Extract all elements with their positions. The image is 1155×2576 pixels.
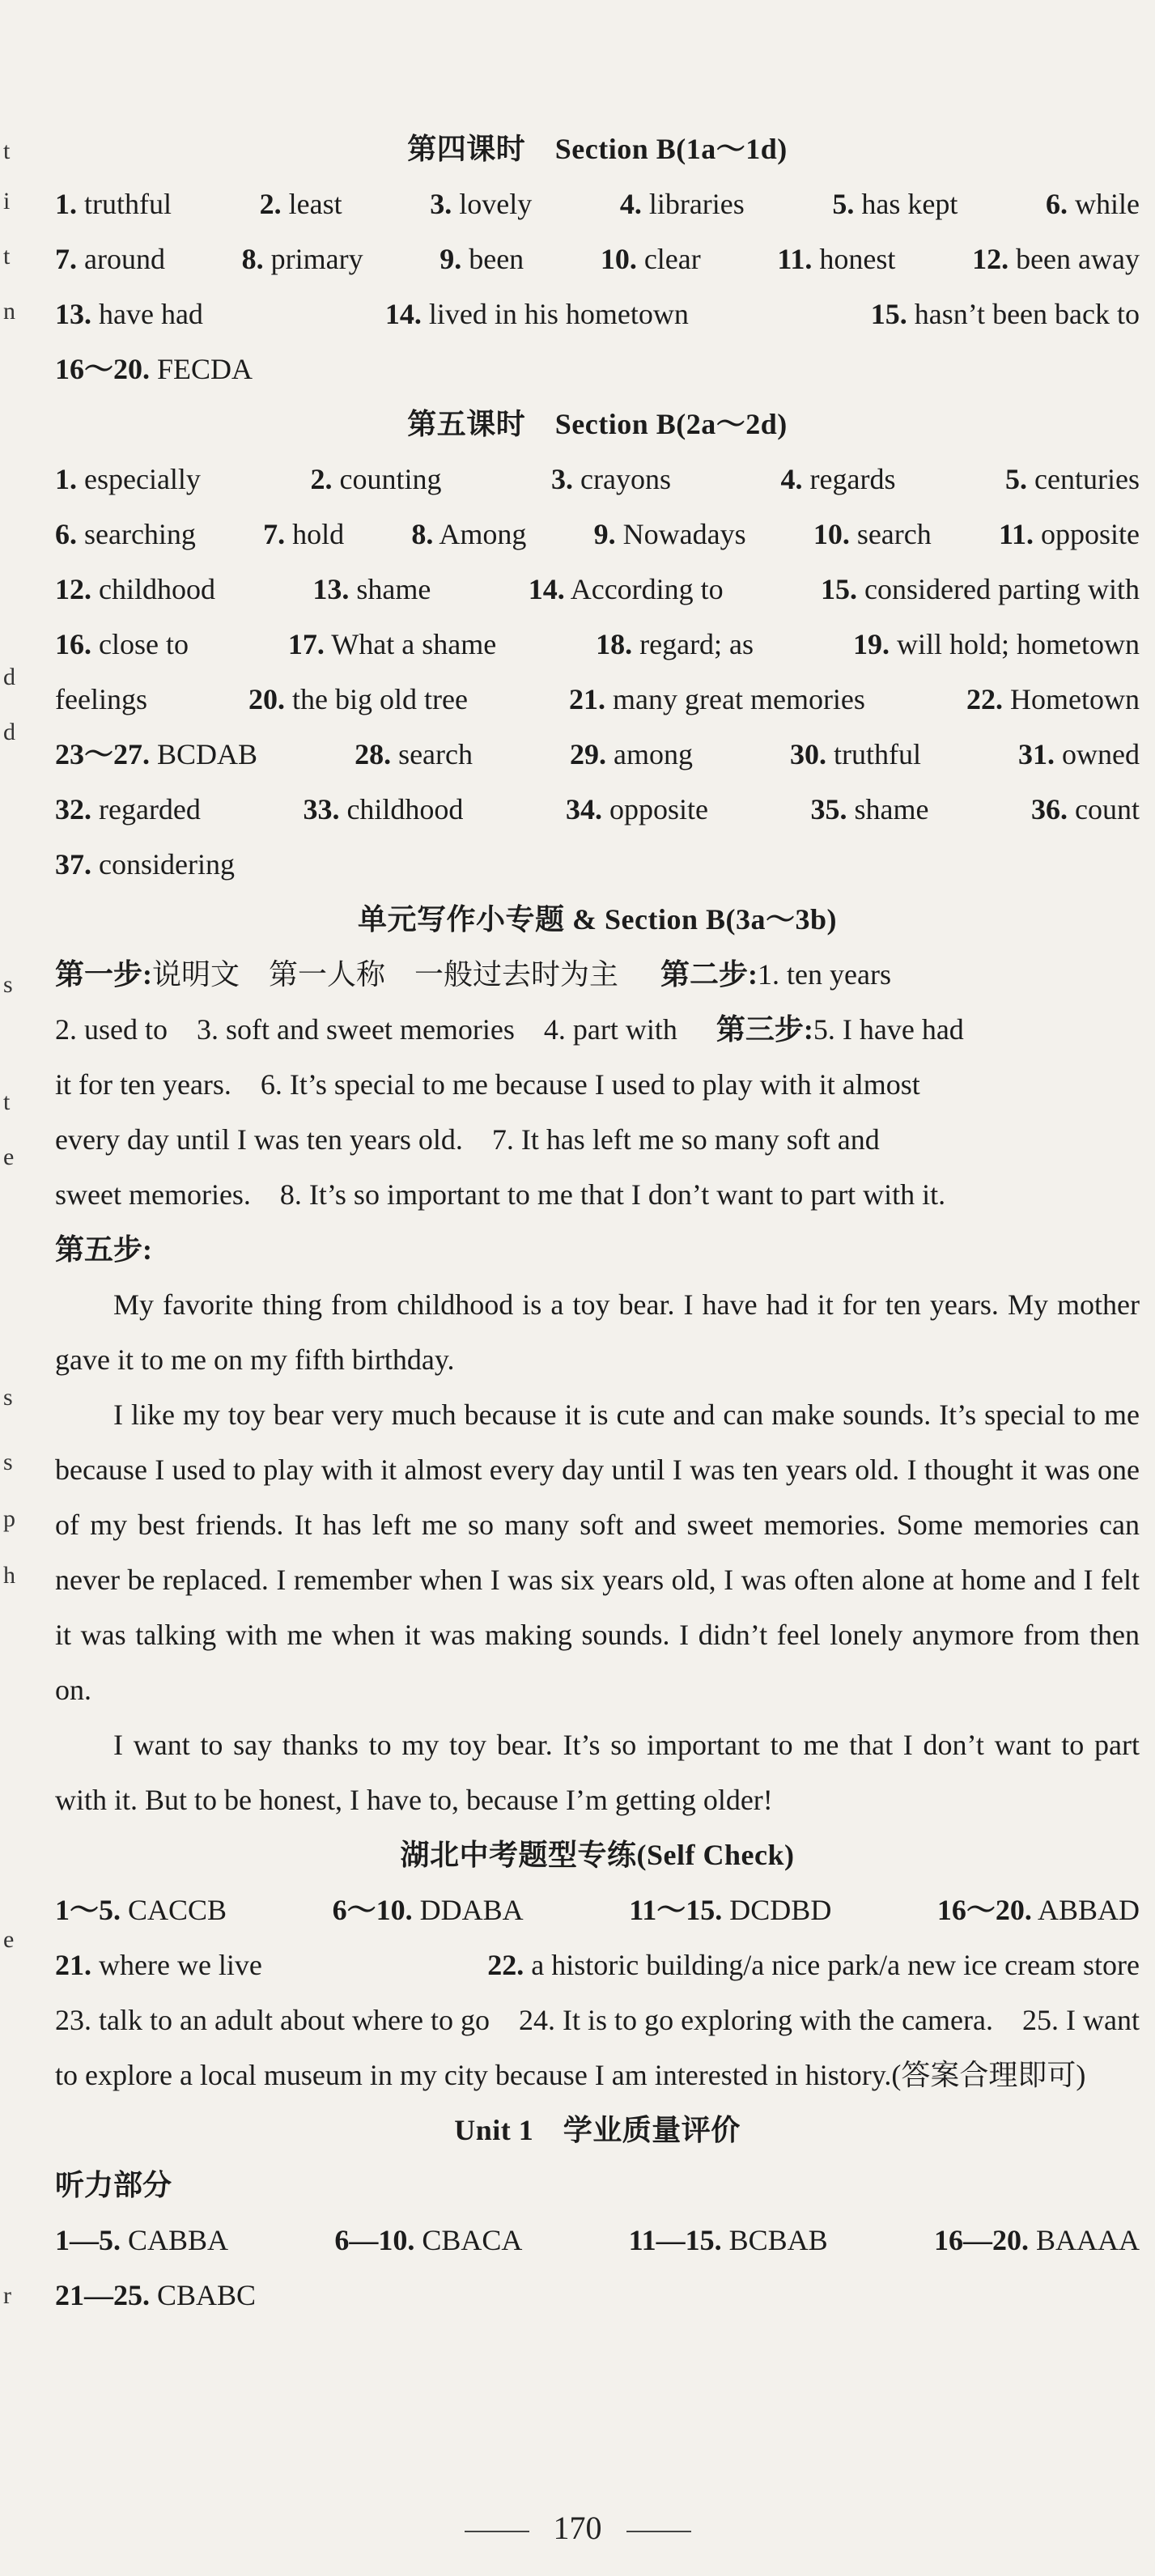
answer-item xyxy=(55,672,147,727)
step-label: 第一步: xyxy=(55,958,152,991)
page-dash xyxy=(465,2531,529,2532)
answer-number: 11～15. xyxy=(629,1894,723,1926)
section-title: Unit 1 学业质量评价 xyxy=(454,2114,741,2146)
margin-letter: d xyxy=(3,664,15,690)
answer-item xyxy=(966,672,1140,727)
answer-text: What a shame xyxy=(331,628,497,660)
answer-number: 11. xyxy=(998,518,1034,550)
answer-item xyxy=(999,507,1140,562)
answer-text: lovely xyxy=(459,188,533,220)
answer-text: crayons xyxy=(580,463,671,495)
answer-item xyxy=(55,231,165,286)
answer-number: 15. xyxy=(870,298,907,330)
answer-text: clear xyxy=(643,243,701,275)
margin-letter: p xyxy=(3,1505,15,1532)
writing-step-line xyxy=(55,947,1140,1002)
page-dash xyxy=(626,2531,691,2532)
answer-item xyxy=(813,507,932,562)
answer-line xyxy=(55,782,1140,837)
answer-item xyxy=(260,176,342,231)
answer-number: 14. xyxy=(528,573,565,605)
answer-line xyxy=(55,837,1140,892)
margin-letter: t xyxy=(3,243,11,269)
answer-text: search xyxy=(398,738,473,770)
answer-text: have had xyxy=(99,298,203,330)
answer-number: 1. xyxy=(55,463,77,495)
answer-number: 9. xyxy=(439,243,462,275)
margin-letter: i xyxy=(3,188,11,214)
answer-number: 29. xyxy=(570,738,607,770)
answer-text: truthful xyxy=(84,188,172,220)
answer-item xyxy=(55,2213,228,2268)
answer-text: regards xyxy=(809,463,896,495)
margin-letter: d xyxy=(3,719,15,745)
answer-item xyxy=(620,176,745,231)
answer-line xyxy=(55,562,1140,617)
answer-number: 17. xyxy=(287,628,325,660)
answer-text: truthful xyxy=(834,738,921,770)
answer-text: search xyxy=(856,518,932,550)
answer-number: 37. xyxy=(55,848,91,881)
answer-text: where we live xyxy=(99,1949,262,1981)
answer-number: 11. xyxy=(777,243,813,275)
answer-text: DDABA xyxy=(419,1894,524,1926)
answer-text: count xyxy=(1075,793,1140,825)
answer-text: considered parting with xyxy=(864,573,1140,605)
subsection-title: 听力部分 xyxy=(55,2169,172,2201)
answer-text: According to xyxy=(570,573,724,605)
margin-letter: r xyxy=(3,2282,11,2309)
answer-text: DCDBD xyxy=(729,1894,832,1926)
answer-item xyxy=(310,452,441,507)
page-number-text: 170 xyxy=(553,2510,602,2546)
writing-line: it for ten years. 6. It’s special to me because I used to play with it almost xyxy=(55,1068,920,1101)
answer-item xyxy=(1005,452,1140,507)
answer-line xyxy=(55,2213,1140,2268)
answer-item xyxy=(529,562,724,617)
essay-paragraph: I like my toy bear very much because it is cute and can make sounds. It’s special to me because I used to play with it almost every day until I was ten years old. I thought it was one of my best friends. It has left me so many soft and sweet memories. Some memories can never be replaced. I remember when I was six years old, I was often alone at home and I felt it was talking with me when it was making sounds. I didn’t feel lonely anymore from then on. xyxy=(55,1398,1140,1706)
answer-number: 21. xyxy=(569,683,606,715)
writing-line xyxy=(55,1002,1140,1057)
answer-text: searching xyxy=(84,518,196,550)
margin-letter: s xyxy=(3,971,13,998)
answer-text: hold xyxy=(292,518,345,550)
answer-item xyxy=(594,507,746,562)
answer-text: been away xyxy=(1016,243,1140,275)
answer-item xyxy=(570,727,693,782)
answer-item xyxy=(569,672,865,727)
answer-number: 1. xyxy=(55,188,77,220)
line-text: 2. used to 3. soft and sweet memories 4. part with xyxy=(55,1013,677,1046)
essay-paragraph: I want to say thanks to my toy bear. It’s so important to me that I don’t want to part with it. But to be honest, I have to, because I’m getting older! xyxy=(55,1729,1140,1816)
section-title: 第四课时 Section B(1a～1d) xyxy=(407,133,788,165)
margin-letter: h xyxy=(3,1562,15,1589)
answer-item xyxy=(55,848,235,881)
answer-number: 21. xyxy=(55,1949,91,1981)
answer-item xyxy=(411,507,526,562)
answer-text: shame xyxy=(356,573,431,605)
answer-text: ABBAD xyxy=(1037,1894,1140,1926)
answer-item xyxy=(303,782,463,837)
answer-number: 5. xyxy=(832,188,855,220)
answer-text: Nowadays xyxy=(622,518,746,550)
margin-letter: t xyxy=(3,138,11,164)
answer-number: 22. xyxy=(966,683,1003,715)
answer-text: opposite xyxy=(1040,518,1140,550)
answer-number: 31. xyxy=(1018,738,1055,770)
answer-number: 18. xyxy=(596,628,633,660)
answer-number: 16. xyxy=(55,628,91,660)
answer-line xyxy=(55,727,1140,782)
answer-item xyxy=(853,617,1140,672)
answer-item xyxy=(55,562,215,617)
answer-number: 23～27. xyxy=(55,738,151,770)
answer-item xyxy=(55,452,201,507)
answer-item xyxy=(55,507,196,562)
answer-number: 10. xyxy=(600,243,637,275)
answer-number: 34. xyxy=(565,793,602,825)
answer-item xyxy=(551,452,671,507)
answer-item xyxy=(790,727,921,782)
answer-number: 32. xyxy=(55,793,91,825)
answer-item xyxy=(937,1882,1140,1937)
answer-text: CBACA xyxy=(422,2224,523,2256)
answer-number: 14. xyxy=(384,298,422,330)
answer-text: Hometown xyxy=(1009,683,1140,715)
answer-item xyxy=(934,2213,1140,2268)
answer-number: 7. xyxy=(55,243,77,275)
answer-number: 6. xyxy=(1046,188,1068,220)
answer-line xyxy=(55,1937,1140,1992)
answer-number: 7. xyxy=(263,518,286,550)
page-number xyxy=(0,2509,1155,2547)
answer-text: regarded xyxy=(99,793,201,825)
answer-item xyxy=(972,231,1140,286)
answer-number: 2. xyxy=(259,188,282,220)
answer-key-content xyxy=(55,121,1140,2323)
answer-number: 35. xyxy=(810,793,847,825)
margin-letter: s xyxy=(3,1384,13,1411)
answer-number: 1～5. xyxy=(55,1894,121,1926)
answer-item xyxy=(55,286,203,342)
answer-item xyxy=(355,727,473,782)
answer-item xyxy=(55,782,201,837)
answer-text: close to xyxy=(99,628,189,660)
essay-paragraph: My favorite thing from childhood is a toy bear. I have had it for ten years. My mother gave it to me on my fifth birthday. xyxy=(55,1288,1140,1376)
answer-number: 16—20. xyxy=(933,2224,1029,2256)
answer-text: BAAAA xyxy=(1035,2224,1140,2256)
answer-text: childhood xyxy=(346,793,464,825)
answer-number: 36. xyxy=(1031,793,1068,825)
answer-text: has kept xyxy=(861,188,958,220)
answer-item xyxy=(333,1882,524,1937)
answer-number: 2. xyxy=(310,463,333,495)
answer-item xyxy=(55,176,172,231)
answer-text: feelings xyxy=(55,683,147,715)
answer-item xyxy=(566,782,708,837)
answer-text: around xyxy=(84,243,165,275)
step-text: 1. ten years xyxy=(758,958,891,991)
answer-text: libraries xyxy=(648,188,745,220)
answer-number: 12. xyxy=(972,243,1009,275)
section-title: 单元写作小专题 & Section B(3a～3b) xyxy=(358,903,837,936)
answer-item xyxy=(629,1882,831,1937)
answer-text: CABBA xyxy=(128,2224,229,2256)
margin-letter: t xyxy=(3,1089,11,1115)
answer-number: 20. xyxy=(248,683,286,715)
answer-line xyxy=(55,176,1140,231)
answer-text: CBABC xyxy=(157,2279,257,2311)
section-answers xyxy=(55,1882,1140,1992)
answer-number: 13. xyxy=(55,298,91,330)
answer-item xyxy=(1046,176,1140,231)
writing-line: every day until I was ten years old. 7. It has left me so many soft and xyxy=(55,1123,880,1156)
answer-item xyxy=(1031,782,1140,837)
step-label: 第三步: xyxy=(716,1013,813,1046)
answer-text: lived in his hometown xyxy=(428,298,689,330)
answer-line xyxy=(55,2268,1140,2323)
section-answers xyxy=(55,176,1140,397)
answer-line xyxy=(55,507,1140,562)
answer-item xyxy=(629,2213,828,2268)
answer-line xyxy=(55,672,1140,727)
answer-text: primary xyxy=(270,243,363,275)
answer-text: CACCB xyxy=(128,1894,227,1926)
answer-text: among xyxy=(614,738,693,770)
answer-number: 22. xyxy=(487,1949,524,1981)
answer-text: shame xyxy=(854,793,929,825)
answer-line xyxy=(55,452,1140,507)
answer-text: especially xyxy=(84,463,201,495)
answer-item xyxy=(439,231,524,286)
answer-text: many great memories xyxy=(613,683,865,715)
answer-number: 11—15. xyxy=(628,2224,722,2256)
answer-number: 3. xyxy=(551,463,574,495)
answer-text: considering xyxy=(99,848,235,881)
answer-number: 1—5. xyxy=(55,2224,121,2256)
answer-line xyxy=(55,617,1140,672)
answer-item xyxy=(1018,727,1140,782)
answer-number: 21—25. xyxy=(55,2279,150,2311)
answer-text: counting xyxy=(339,463,442,495)
answer-number: 6—10. xyxy=(334,2224,415,2256)
answer-text: BCDAB xyxy=(157,738,258,770)
answer-text: the big old tree xyxy=(292,683,468,715)
answer-number: 4. xyxy=(780,463,803,495)
left-margin-letters xyxy=(0,0,19,2576)
answer-item xyxy=(55,617,189,672)
section-title: 湖北中考题型专练(Self Check) xyxy=(400,1839,795,1871)
answer-number: 4. xyxy=(619,188,642,220)
answer-number: 5. xyxy=(1005,463,1028,495)
answer-item xyxy=(242,231,363,286)
answer-item xyxy=(430,176,532,231)
answer-number: 6. xyxy=(55,518,77,550)
answer-item xyxy=(596,617,754,672)
answer-line xyxy=(55,342,1140,397)
step-label: 第五步: xyxy=(55,1233,152,1266)
step-text: 5. I have had xyxy=(813,1013,964,1046)
section-title: 第五课时 Section B(2a～2d) xyxy=(407,408,788,440)
answer-number: 6～10. xyxy=(332,1894,413,1926)
answer-number: 3. xyxy=(430,188,452,220)
answer-item xyxy=(781,452,896,507)
answer-text: childhood xyxy=(99,573,215,605)
answer-number: 15. xyxy=(821,573,858,605)
answer-text: BCBAB xyxy=(728,2224,828,2256)
answer-number: 12. xyxy=(55,573,91,605)
answer-number: 13. xyxy=(312,573,350,605)
section-answers xyxy=(55,2213,1140,2323)
answer-item xyxy=(248,672,468,727)
answer-number: 9. xyxy=(593,518,616,550)
answer-number: 33. xyxy=(303,793,340,825)
answer-item xyxy=(55,727,257,782)
answer-text: hasn’t been back to xyxy=(914,298,1140,330)
margin-letter: n xyxy=(3,298,15,325)
answer-text: FECDA xyxy=(157,353,253,385)
writing-line: sweet memories. 8. It’s so important to me that I don’t want to part with it. xyxy=(55,1178,946,1211)
answer-text: Among xyxy=(439,518,527,550)
answer-text: owned xyxy=(1062,738,1140,770)
answer-item xyxy=(55,353,253,385)
answer-number: 16～20. xyxy=(936,1894,1032,1926)
step-label: 第二步: xyxy=(660,958,758,991)
answer-item xyxy=(55,1882,227,1937)
answer-number: 16～20. xyxy=(55,353,151,385)
answer-item xyxy=(334,2213,522,2268)
answer-item xyxy=(288,617,496,672)
answer-text: least xyxy=(288,188,342,220)
answer-item xyxy=(811,782,929,837)
answer-item xyxy=(55,2279,256,2311)
answer-number: 10. xyxy=(813,518,850,550)
margin-letter: e xyxy=(3,1926,15,1953)
answer-item xyxy=(821,562,1140,617)
answer-text: been xyxy=(469,243,524,275)
answer-text: centuries xyxy=(1034,463,1140,495)
answer-text: honest xyxy=(819,243,896,275)
answer-item xyxy=(601,231,701,286)
answer-text: regard; as xyxy=(639,628,754,660)
answer-text: while xyxy=(1075,188,1140,220)
answer-number: 8. xyxy=(241,243,264,275)
answer-item xyxy=(263,507,344,562)
answer-item xyxy=(312,562,431,617)
answer-line xyxy=(55,231,1140,286)
answer-paragraph: 23. talk to an adult about where to go 24. It is to go exploring with the camera. 25. I want to explore a local museum in my city because I am interested in history.(答案合理即可) xyxy=(55,2004,1140,2091)
answer-text: opposite xyxy=(609,793,708,825)
answer-item xyxy=(385,286,689,342)
answer-number: 30. xyxy=(790,738,827,770)
margin-letter: e xyxy=(3,1144,15,1170)
answer-item xyxy=(871,286,1140,342)
margin-letter: s xyxy=(3,1449,13,1475)
answer-text: a historic building/a nice park/a new ice cream store xyxy=(531,1949,1140,1981)
answer-item xyxy=(777,231,895,286)
answer-item xyxy=(487,1937,1140,1992)
answer-text: will hold; hometown xyxy=(897,628,1140,660)
answer-number: 28. xyxy=(355,738,392,770)
step-text: 说明文 第一人称 一般过去时为主 xyxy=(152,958,619,991)
answer-item xyxy=(832,176,958,231)
answer-line xyxy=(55,1882,1140,1937)
answer-number: 19. xyxy=(853,628,890,660)
section-answers xyxy=(55,452,1140,892)
answer-number: 8. xyxy=(411,518,434,550)
answer-item xyxy=(55,1937,262,1992)
answer-line xyxy=(55,286,1140,342)
